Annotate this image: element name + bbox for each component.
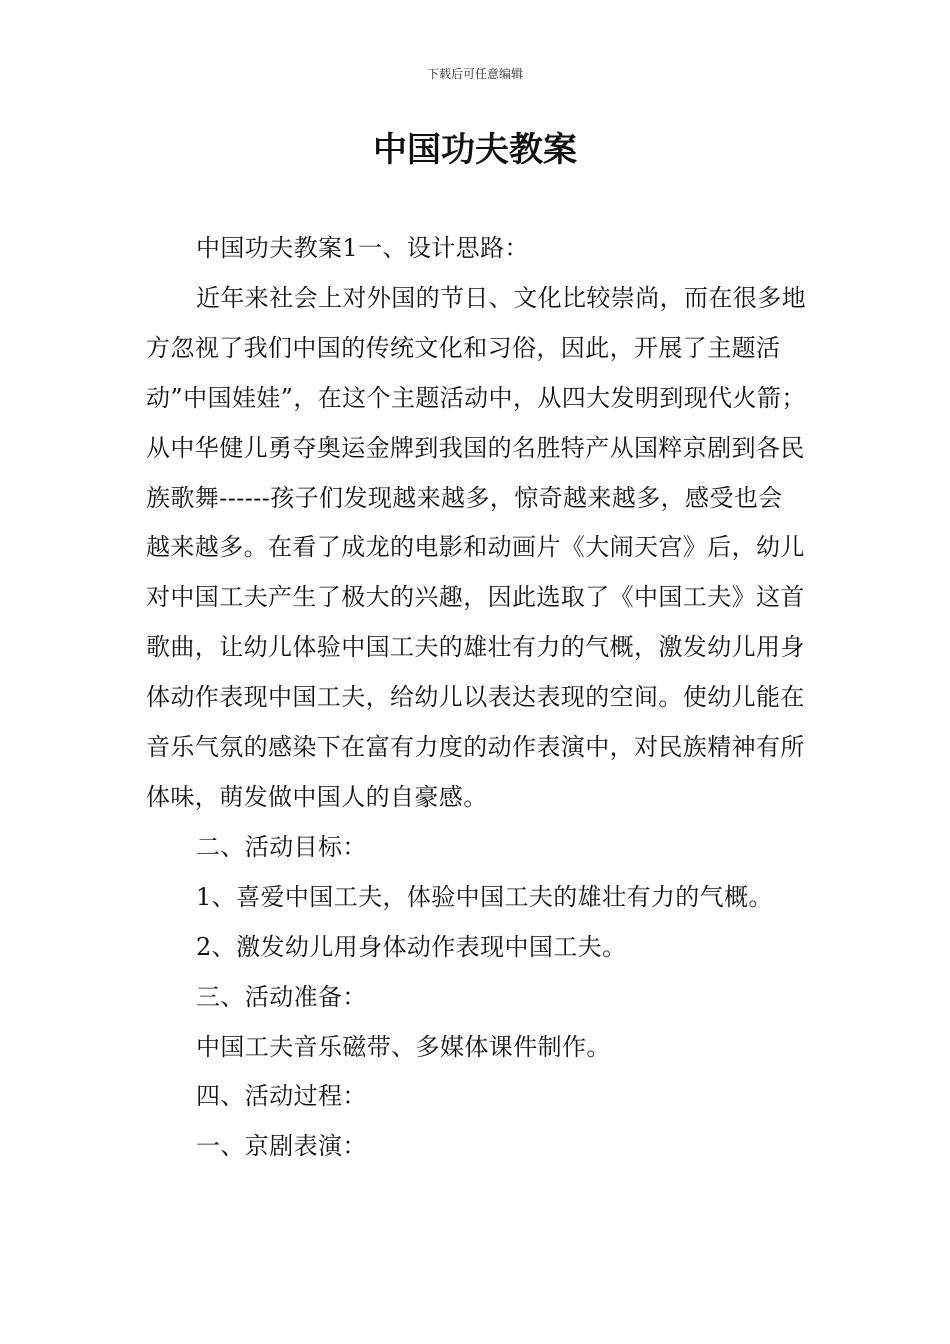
document-body — [146, 224, 806, 1172]
document-title: 中国功夫教案 — [373, 130, 577, 170]
paragraph-goal-1: 1、喜爱中国工夫，体验中国工夫的雄壮有力的气概。 — [196, 882, 773, 911]
paragraph-goal-2: 2、激发幼儿用身体动作表现中国工夫。 — [196, 932, 627, 961]
paragraph-heading-preparation: 三、活动准备： — [196, 982, 367, 1011]
paragraph-process-step-1: 一、京剧表演： — [196, 1132, 367, 1161]
header-note: 下载后可任意编辑 — [426, 67, 523, 81]
paragraph-heading-process: 四、活动过程： — [196, 1082, 367, 1111]
paragraph-heading-goals: 二、活动目标： — [196, 832, 367, 861]
paragraph-design-rationale: 近年来社会上对外国的节日、文化比较崇尚，而在很多地方忽视了我们中国的传统文化和习俗，因此，开展了主题活动”中国娃娃”，在这个主题活动中，从四大发明到现代火箭；从中华健儿勇夺奥运金牌到我国的名胜特产从国粹京剧到各民族歌舞------孩子们发现越来越多，惊奇越来越多，感受也会越来越多。在看了成龙的电影和动画片《大闹天宫》后，幼儿对中国工夫产生了极大的兴趣，因此选取了《中国工夫》这首歌曲，让幼儿体验中国工夫的雄壮有力的气概，激发幼儿用身体动作表现中国工夫，给幼儿以表达表现的空间。使幼儿能在音乐气氛的感染下在富有力度的动作表演中，对民族精神有所体味，萌发做中国人的自豪感。 — [146, 283, 806, 811]
paragraph-heading-design: 中国功夫教案1一、设计思路： — [196, 234, 529, 262]
paragraph-preparation: 中国工夫音乐磁带、多媒体课件制作。 — [196, 1032, 611, 1061]
